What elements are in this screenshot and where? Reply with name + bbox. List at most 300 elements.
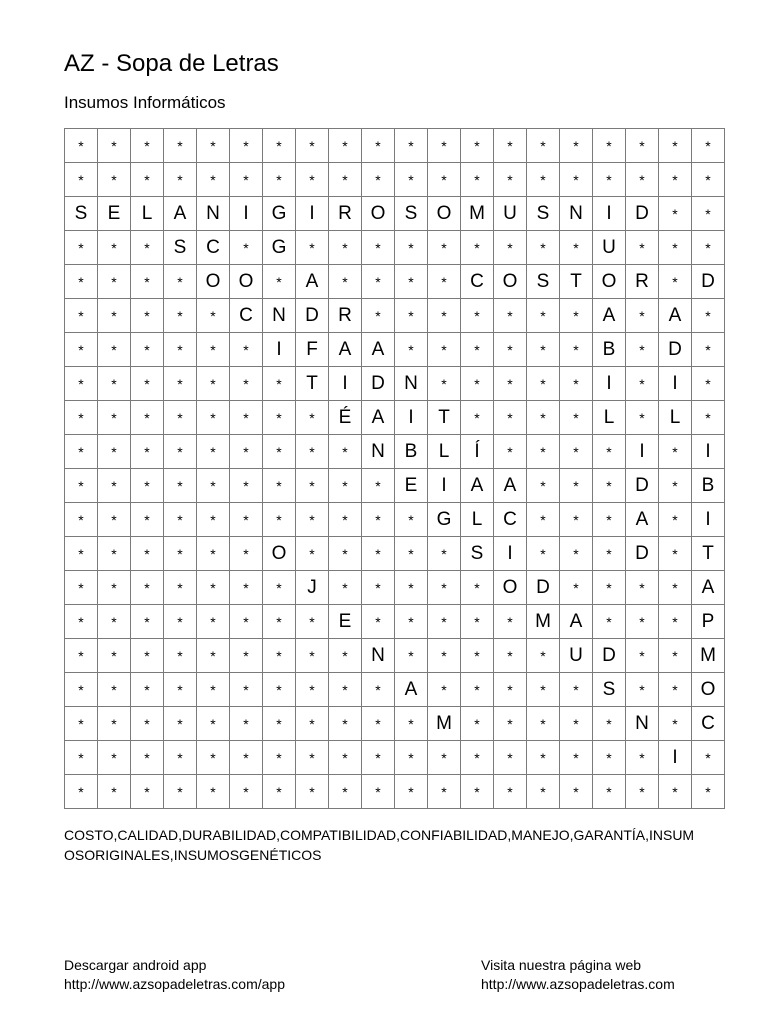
grid-cell[interactable]: *: [692, 299, 725, 333]
grid-cell[interactable]: *: [98, 503, 131, 537]
grid-cell[interactable]: B: [395, 435, 428, 469]
grid-cell[interactable]: U: [593, 231, 626, 265]
grid-cell[interactable]: U: [560, 639, 593, 673]
grid-cell[interactable]: *: [230, 503, 263, 537]
grid-cell[interactable]: *: [131, 673, 164, 707]
grid-cell[interactable]: *: [362, 231, 395, 265]
grid-cell[interactable]: *: [692, 401, 725, 435]
grid-cell[interactable]: T: [560, 265, 593, 299]
grid-cell[interactable]: *: [527, 503, 560, 537]
grid-cell[interactable]: A: [461, 469, 494, 503]
grid-cell[interactable]: M: [461, 197, 494, 231]
grid-cell[interactable]: *: [263, 503, 296, 537]
grid-cell[interactable]: *: [98, 537, 131, 571]
grid-cell[interactable]: E: [395, 469, 428, 503]
grid-cell[interactable]: O: [362, 197, 395, 231]
grid-cell[interactable]: *: [659, 163, 692, 197]
grid-cell[interactable]: *: [164, 367, 197, 401]
grid-cell[interactable]: *: [395, 265, 428, 299]
grid-cell[interactable]: *: [659, 673, 692, 707]
grid-cell[interactable]: I: [263, 333, 296, 367]
grid-cell[interactable]: I: [692, 435, 725, 469]
grid-cell[interactable]: *: [98, 367, 131, 401]
grid-cell[interactable]: *: [560, 707, 593, 741]
grid-cell[interactable]: *: [131, 707, 164, 741]
grid-cell[interactable]: *: [197, 333, 230, 367]
grid-cell[interactable]: I: [692, 503, 725, 537]
grid-cell[interactable]: J: [296, 571, 329, 605]
grid-cell[interactable]: *: [593, 571, 626, 605]
grid-cell[interactable]: *: [131, 571, 164, 605]
grid-cell[interactable]: *: [626, 775, 659, 809]
grid-cell[interactable]: *: [98, 605, 131, 639]
grid-cell[interactable]: *: [230, 707, 263, 741]
grid-cell[interactable]: *: [626, 605, 659, 639]
grid-cell[interactable]: L: [461, 503, 494, 537]
grid-cell[interactable]: *: [461, 775, 494, 809]
grid-cell[interactable]: *: [131, 605, 164, 639]
grid-cell[interactable]: *: [626, 639, 659, 673]
grid-cell[interactable]: *: [65, 673, 98, 707]
grid-cell[interactable]: *: [197, 401, 230, 435]
grid-cell[interactable]: *: [626, 571, 659, 605]
grid-cell[interactable]: *: [527, 129, 560, 163]
grid-cell[interactable]: *: [626, 673, 659, 707]
grid-cell[interactable]: I: [230, 197, 263, 231]
grid-cell[interactable]: *: [593, 741, 626, 775]
grid-cell[interactable]: *: [296, 673, 329, 707]
grid-cell[interactable]: N: [362, 435, 395, 469]
grid-cell[interactable]: *: [296, 639, 329, 673]
grid-cell[interactable]: *: [560, 163, 593, 197]
grid-cell[interactable]: *: [98, 741, 131, 775]
grid-cell[interactable]: *: [527, 673, 560, 707]
grid-cell[interactable]: *: [659, 265, 692, 299]
grid-cell[interactable]: *: [164, 775, 197, 809]
grid-cell[interactable]: *: [428, 265, 461, 299]
grid-cell[interactable]: *: [263, 605, 296, 639]
grid-cell[interactable]: *: [659, 129, 692, 163]
grid-cell[interactable]: *: [560, 571, 593, 605]
grid-cell[interactable]: *: [494, 367, 527, 401]
grid-cell[interactable]: C: [461, 265, 494, 299]
grid-cell[interactable]: *: [98, 469, 131, 503]
grid-cell[interactable]: C: [494, 503, 527, 537]
grid-cell[interactable]: U: [494, 197, 527, 231]
grid-cell[interactable]: *: [98, 435, 131, 469]
grid-cell[interactable]: *: [197, 367, 230, 401]
grid-cell[interactable]: *: [329, 163, 362, 197]
grid-cell[interactable]: *: [494, 605, 527, 639]
grid-cell[interactable]: S: [461, 537, 494, 571]
grid-cell[interactable]: A: [164, 197, 197, 231]
grid-cell[interactable]: *: [428, 129, 461, 163]
grid-cell[interactable]: *: [395, 503, 428, 537]
grid-cell[interactable]: *: [494, 707, 527, 741]
grid-cell[interactable]: N: [263, 299, 296, 333]
grid-cell[interactable]: *: [494, 129, 527, 163]
grid-cell[interactable]: *: [659, 537, 692, 571]
grid-cell[interactable]: O: [197, 265, 230, 299]
grid-cell[interactable]: R: [626, 265, 659, 299]
grid-cell[interactable]: *: [263, 435, 296, 469]
grid-cell[interactable]: B: [692, 469, 725, 503]
grid-cell[interactable]: *: [263, 571, 296, 605]
grid-cell[interactable]: *: [65, 163, 98, 197]
grid-cell[interactable]: M: [692, 639, 725, 673]
grid-cell[interactable]: *: [329, 129, 362, 163]
grid-cell[interactable]: S: [527, 197, 560, 231]
grid-cell[interactable]: A: [395, 673, 428, 707]
grid-cell[interactable]: *: [197, 571, 230, 605]
grid-cell[interactable]: *: [626, 367, 659, 401]
grid-cell[interactable]: *: [197, 469, 230, 503]
grid-cell[interactable]: *: [494, 163, 527, 197]
grid-cell[interactable]: *: [461, 707, 494, 741]
grid-cell[interactable]: *: [428, 605, 461, 639]
grid-cell[interactable]: *: [164, 163, 197, 197]
grid-cell[interactable]: *: [98, 707, 131, 741]
grid-cell[interactable]: *: [395, 741, 428, 775]
grid-cell[interactable]: *: [131, 435, 164, 469]
grid-cell[interactable]: E: [329, 605, 362, 639]
grid-cell[interactable]: *: [296, 469, 329, 503]
grid-cell[interactable]: *: [329, 265, 362, 299]
grid-cell[interactable]: G: [263, 231, 296, 265]
grid-cell[interactable]: *: [164, 639, 197, 673]
grid-cell[interactable]: A: [329, 333, 362, 367]
grid-cell[interactable]: *: [626, 299, 659, 333]
grid-cell[interactable]: D: [626, 537, 659, 571]
grid-cell[interactable]: *: [263, 673, 296, 707]
grid-cell[interactable]: *: [461, 299, 494, 333]
grid-cell[interactable]: *: [560, 435, 593, 469]
grid-cell[interactable]: *: [65, 129, 98, 163]
grid-cell[interactable]: *: [329, 469, 362, 503]
grid-cell[interactable]: *: [659, 503, 692, 537]
grid-cell[interactable]: I: [626, 435, 659, 469]
grid-cell[interactable]: *: [230, 673, 263, 707]
grid-cell[interactable]: I: [494, 537, 527, 571]
grid-cell[interactable]: *: [296, 163, 329, 197]
grid-cell[interactable]: *: [593, 503, 626, 537]
grid-cell[interactable]: *: [362, 537, 395, 571]
grid-cell[interactable]: *: [263, 163, 296, 197]
grid-cell[interactable]: *: [494, 639, 527, 673]
grid-cell[interactable]: *: [362, 571, 395, 605]
grid-cell[interactable]: *: [560, 333, 593, 367]
grid-cell[interactable]: *: [131, 639, 164, 673]
grid-cell[interactable]: *: [197, 639, 230, 673]
grid-cell[interactable]: *: [164, 129, 197, 163]
grid-cell[interactable]: *: [560, 129, 593, 163]
grid-cell[interactable]: *: [263, 469, 296, 503]
grid-cell[interactable]: *: [659, 639, 692, 673]
grid-cell[interactable]: *: [230, 605, 263, 639]
grid-cell[interactable]: *: [461, 741, 494, 775]
grid-cell[interactable]: *: [197, 537, 230, 571]
grid-cell[interactable]: *: [494, 673, 527, 707]
grid-cell[interactable]: D: [626, 469, 659, 503]
grid-cell[interactable]: D: [692, 265, 725, 299]
grid-cell[interactable]: *: [164, 265, 197, 299]
grid-cell[interactable]: *: [263, 775, 296, 809]
grid-cell[interactable]: M: [527, 605, 560, 639]
grid-cell[interactable]: *: [65, 741, 98, 775]
grid-cell[interactable]: *: [692, 741, 725, 775]
grid-cell[interactable]: I: [395, 401, 428, 435]
grid-cell[interactable]: *: [428, 367, 461, 401]
grid-cell[interactable]: A: [659, 299, 692, 333]
grid-cell[interactable]: *: [131, 265, 164, 299]
grid-cell[interactable]: *: [197, 741, 230, 775]
grid-cell[interactable]: O: [230, 265, 263, 299]
grid-cell[interactable]: *: [626, 401, 659, 435]
grid-cell[interactable]: *: [164, 605, 197, 639]
grid-cell[interactable]: D: [527, 571, 560, 605]
grid-cell[interactable]: *: [659, 605, 692, 639]
grid-cell[interactable]: *: [395, 775, 428, 809]
grid-cell[interactable]: *: [230, 469, 263, 503]
grid-cell[interactable]: S: [164, 231, 197, 265]
grid-cell[interactable]: A: [362, 333, 395, 367]
grid-cell[interactable]: O: [263, 537, 296, 571]
grid-cell[interactable]: *: [362, 605, 395, 639]
grid-cell[interactable]: *: [461, 605, 494, 639]
grid-cell[interactable]: C: [230, 299, 263, 333]
grid-cell[interactable]: *: [329, 571, 362, 605]
grid-cell[interactable]: *: [626, 163, 659, 197]
grid-cell[interactable]: *: [428, 299, 461, 333]
grid-cell[interactable]: *: [560, 503, 593, 537]
grid-cell[interactable]: *: [362, 707, 395, 741]
grid-cell[interactable]: *: [527, 741, 560, 775]
grid-cell[interactable]: *: [494, 775, 527, 809]
grid-cell[interactable]: O: [494, 265, 527, 299]
grid-cell[interactable]: *: [296, 401, 329, 435]
grid-cell[interactable]: *: [395, 299, 428, 333]
grid-cell[interactable]: *: [560, 537, 593, 571]
grid-cell[interactable]: I: [593, 197, 626, 231]
grid-cell[interactable]: *: [98, 333, 131, 367]
grid-cell[interactable]: *: [494, 435, 527, 469]
grid-cell[interactable]: *: [494, 299, 527, 333]
grid-cell[interactable]: I: [593, 367, 626, 401]
grid-cell[interactable]: T: [692, 537, 725, 571]
grid-cell[interactable]: *: [131, 775, 164, 809]
grid-cell[interactable]: A: [692, 571, 725, 605]
grid-cell[interactable]: *: [197, 299, 230, 333]
grid-cell[interactable]: *: [131, 741, 164, 775]
grid-cell[interactable]: *: [329, 775, 362, 809]
grid-cell[interactable]: *: [593, 605, 626, 639]
grid-cell[interactable]: *: [98, 231, 131, 265]
grid-cell[interactable]: *: [296, 707, 329, 741]
grid-cell[interactable]: *: [65, 537, 98, 571]
grid-cell[interactable]: A: [593, 299, 626, 333]
grid-cell[interactable]: *: [362, 775, 395, 809]
grid-cell[interactable]: *: [659, 707, 692, 741]
grid-cell[interactable]: *: [692, 775, 725, 809]
grid-cell[interactable]: *: [362, 741, 395, 775]
grid-cell[interactable]: *: [197, 775, 230, 809]
grid-cell[interactable]: A: [560, 605, 593, 639]
grid-cell[interactable]: *: [65, 503, 98, 537]
grid-cell[interactable]: *: [164, 741, 197, 775]
grid-cell[interactable]: I: [428, 469, 461, 503]
grid-cell[interactable]: *: [131, 401, 164, 435]
grid-cell[interactable]: D: [593, 639, 626, 673]
grid-cell[interactable]: *: [263, 265, 296, 299]
grid-cell[interactable]: *: [263, 401, 296, 435]
grid-cell[interactable]: *: [164, 435, 197, 469]
grid-cell[interactable]: *: [131, 299, 164, 333]
grid-cell[interactable]: *: [428, 775, 461, 809]
grid-cell[interactable]: *: [593, 469, 626, 503]
footer-android-link[interactable]: http://www.azsopadeletras.com/app: [64, 976, 286, 992]
grid-cell[interactable]: *: [230, 367, 263, 401]
grid-cell[interactable]: *: [296, 231, 329, 265]
grid-cell[interactable]: G: [263, 197, 296, 231]
grid-cell[interactable]: *: [98, 571, 131, 605]
grid-cell[interactable]: *: [659, 571, 692, 605]
grid-cell[interactable]: *: [593, 435, 626, 469]
grid-cell[interactable]: *: [65, 265, 98, 299]
grid-cell[interactable]: *: [131, 231, 164, 265]
grid-cell[interactable]: *: [362, 503, 395, 537]
grid-cell[interactable]: *: [428, 571, 461, 605]
grid-cell[interactable]: *: [131, 537, 164, 571]
grid-cell[interactable]: *: [461, 639, 494, 673]
grid-cell[interactable]: T: [296, 367, 329, 401]
grid-cell[interactable]: *: [527, 367, 560, 401]
grid-cell[interactable]: L: [593, 401, 626, 435]
grid-cell[interactable]: *: [164, 401, 197, 435]
grid-cell[interactable]: S: [395, 197, 428, 231]
grid-cell[interactable]: O: [692, 673, 725, 707]
grid-cell[interactable]: *: [230, 639, 263, 673]
grid-cell[interactable]: *: [230, 163, 263, 197]
grid-cell[interactable]: N: [362, 639, 395, 673]
grid-cell[interactable]: *: [329, 639, 362, 673]
grid-cell[interactable]: *: [263, 367, 296, 401]
grid-cell[interactable]: C: [692, 707, 725, 741]
grid-cell[interactable]: É: [329, 401, 362, 435]
grid-cell[interactable]: N: [626, 707, 659, 741]
grid-cell[interactable]: *: [329, 503, 362, 537]
grid-cell[interactable]: *: [692, 231, 725, 265]
grid-cell[interactable]: *: [296, 775, 329, 809]
grid-cell[interactable]: B: [593, 333, 626, 367]
grid-cell[interactable]: *: [560, 775, 593, 809]
grid-cell[interactable]: *: [527, 707, 560, 741]
grid-cell[interactable]: *: [98, 673, 131, 707]
grid-cell[interactable]: *: [164, 503, 197, 537]
grid-cell[interactable]: *: [527, 163, 560, 197]
grid-cell[interactable]: *: [692, 197, 725, 231]
grid-cell[interactable]: *: [428, 639, 461, 673]
grid-cell[interactable]: *: [197, 605, 230, 639]
grid-cell[interactable]: *: [593, 707, 626, 741]
grid-cell[interactable]: *: [428, 333, 461, 367]
grid-cell[interactable]: *: [65, 435, 98, 469]
grid-cell[interactable]: *: [692, 333, 725, 367]
grid-cell[interactable]: A: [494, 469, 527, 503]
grid-cell[interactable]: *: [230, 571, 263, 605]
grid-cell[interactable]: O: [494, 571, 527, 605]
grid-cell[interactable]: *: [395, 707, 428, 741]
grid-cell[interactable]: *: [395, 537, 428, 571]
grid-cell[interactable]: A: [296, 265, 329, 299]
grid-cell[interactable]: *: [263, 741, 296, 775]
grid-cell[interactable]: *: [362, 673, 395, 707]
grid-cell[interactable]: *: [527, 537, 560, 571]
grid-cell[interactable]: *: [197, 163, 230, 197]
grid-cell[interactable]: *: [527, 435, 560, 469]
grid-cell[interactable]: *: [296, 435, 329, 469]
grid-cell[interactable]: *: [560, 673, 593, 707]
grid-cell[interactable]: *: [494, 401, 527, 435]
grid-cell[interactable]: *: [65, 231, 98, 265]
grid-cell[interactable]: *: [164, 673, 197, 707]
grid-cell[interactable]: *: [329, 673, 362, 707]
grid-cell[interactable]: *: [362, 299, 395, 333]
grid-cell[interactable]: *: [98, 129, 131, 163]
grid-cell[interactable]: *: [527, 231, 560, 265]
grid-cell[interactable]: *: [461, 129, 494, 163]
grid-cell[interactable]: *: [296, 129, 329, 163]
grid-cell[interactable]: *: [230, 435, 263, 469]
grid-cell[interactable]: *: [164, 333, 197, 367]
grid-cell[interactable]: *: [659, 775, 692, 809]
grid-cell[interactable]: *: [593, 129, 626, 163]
grid-cell[interactable]: *: [395, 163, 428, 197]
grid-cell[interactable]: *: [593, 775, 626, 809]
grid-cell[interactable]: *: [395, 231, 428, 265]
grid-cell[interactable]: *: [263, 639, 296, 673]
grid-cell[interactable]: *: [230, 231, 263, 265]
grid-cell[interactable]: F: [296, 333, 329, 367]
grid-cell[interactable]: D: [659, 333, 692, 367]
grid-cell[interactable]: *: [461, 163, 494, 197]
grid-cell[interactable]: *: [527, 401, 560, 435]
grid-cell[interactable]: L: [428, 435, 461, 469]
grid-cell[interactable]: *: [164, 707, 197, 741]
grid-cell[interactable]: *: [626, 231, 659, 265]
grid-cell[interactable]: I: [659, 741, 692, 775]
grid-cell[interactable]: *: [461, 367, 494, 401]
grid-cell[interactable]: *: [395, 639, 428, 673]
grid-cell[interactable]: *: [296, 741, 329, 775]
grid-cell[interactable]: *: [65, 299, 98, 333]
grid-cell[interactable]: D: [362, 367, 395, 401]
grid-cell[interactable]: R: [329, 197, 362, 231]
grid-cell[interactable]: *: [494, 231, 527, 265]
footer-website-link[interactable]: http://www.azsopadeletras.com: [481, 976, 675, 992]
grid-cell[interactable]: *: [131, 503, 164, 537]
grid-cell[interactable]: *: [659, 231, 692, 265]
grid-cell[interactable]: *: [527, 775, 560, 809]
grid-cell[interactable]: R: [329, 299, 362, 333]
grid-cell[interactable]: *: [527, 639, 560, 673]
grid-cell[interactable]: O: [428, 197, 461, 231]
grid-cell[interactable]: *: [428, 741, 461, 775]
grid-cell[interactable]: *: [65, 469, 98, 503]
grid-cell[interactable]: *: [560, 741, 593, 775]
grid-cell[interactable]: A: [362, 401, 395, 435]
grid-cell[interactable]: *: [692, 163, 725, 197]
grid-cell[interactable]: *: [395, 571, 428, 605]
